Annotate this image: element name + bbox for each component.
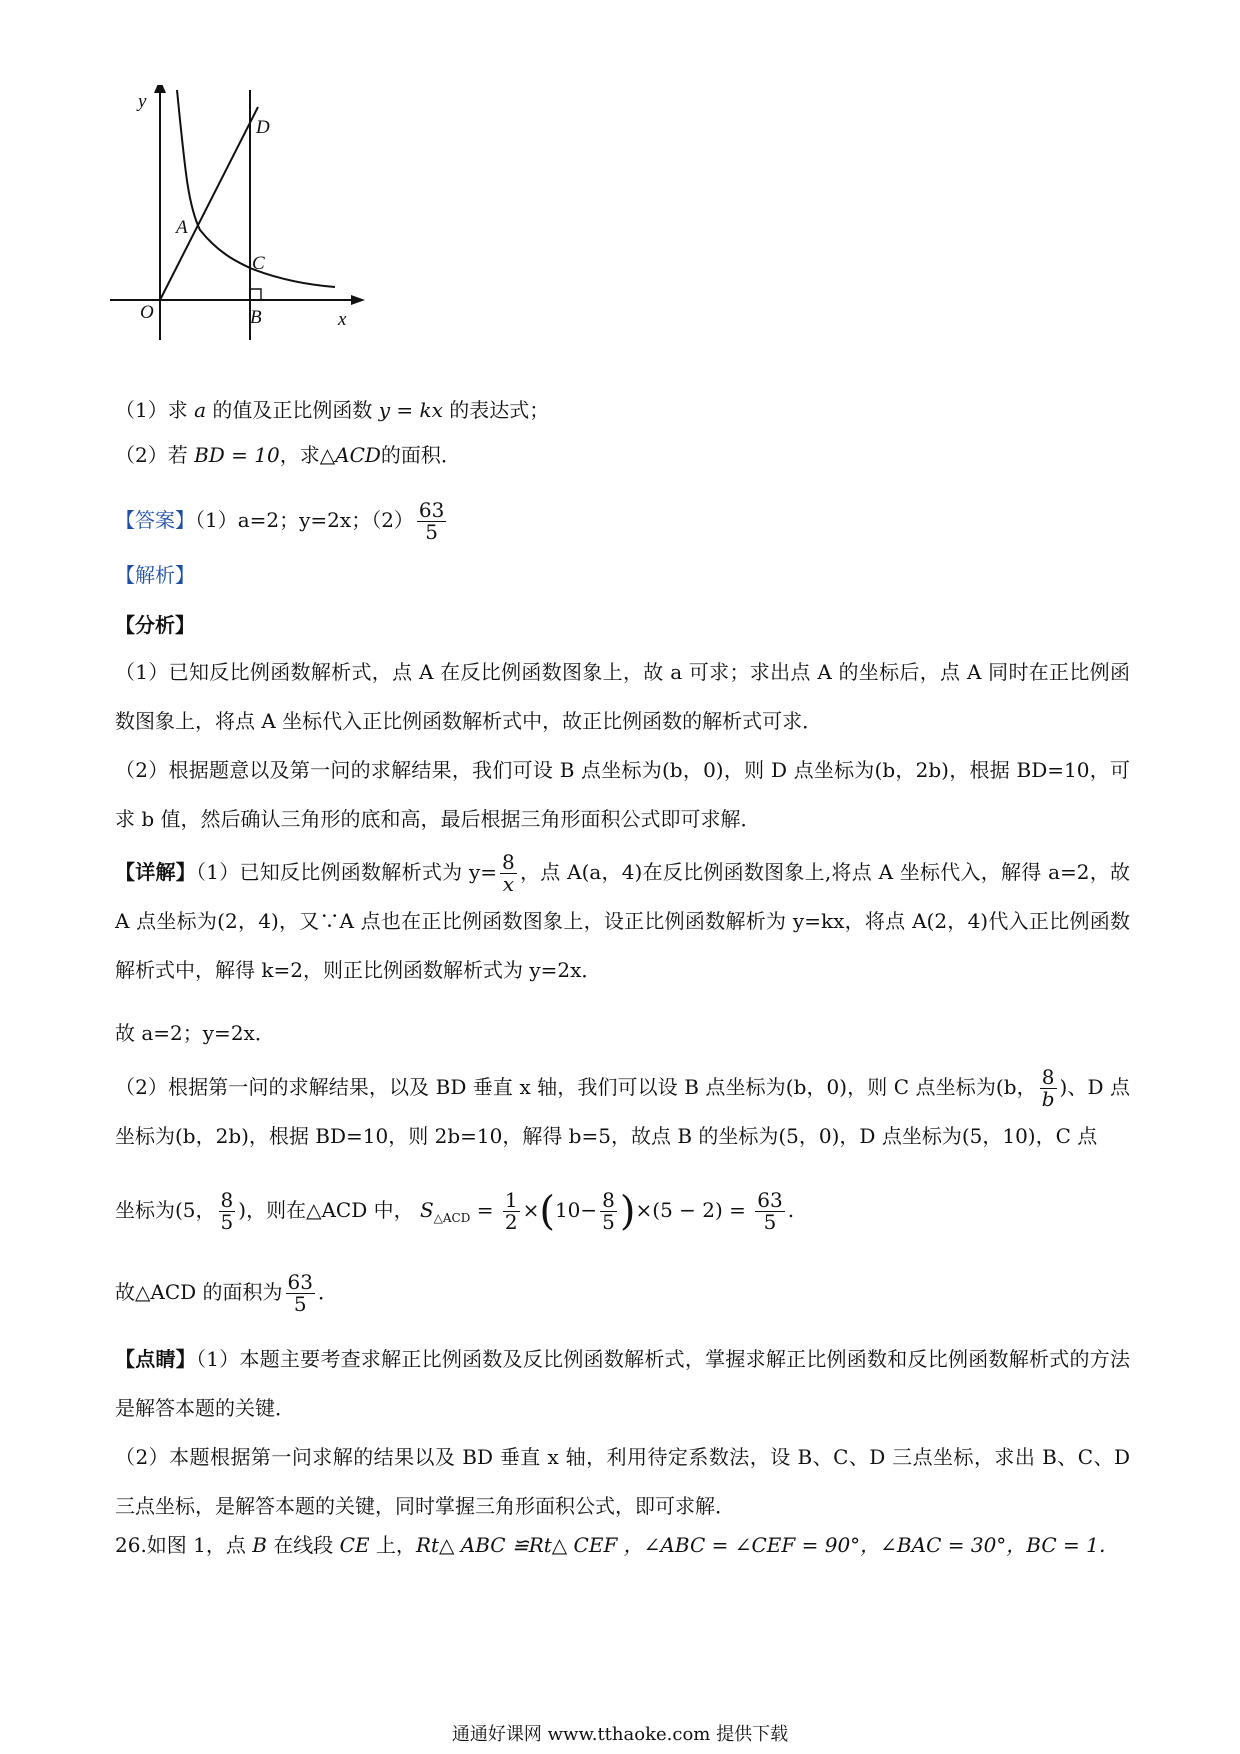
dianjing-p2: （2）本题根据第一问求解的结果以及 BD 垂直 x 轴，利用待定系数法，设 B、C、D 三点坐标，求出 B、C、D 三点坐标，是解答本题的关键，同时掌握三角形面积公式，即可求解． [115, 1445, 1130, 1518]
label-y: y [138, 91, 147, 112]
detail-p1-conclusion: 故 a=2；y=2x． [115, 1021, 275, 1045]
answer-label: 【答案】 [115, 508, 195, 532]
fenxi-p2: （2）根据题意以及第一问的求解结果，我们可设 B 点坐标为(b，0)，则 D 点坐标为(b，2b)，根据 BD=10，可求 b 值，然后确认三角形的底和高，最后根据三角形面积公式即可求解． [115, 758, 1130, 831]
question-1: （1）求 a 的值及正比例函数 y = kx 的表达式； [115, 398, 550, 422]
area-formula: $S_{\triangle ACD}$ = $\frac{1}{2}$ ×(10− $\frac{8}{5}$ )×(5 − 2) = $\frac{63}{5}$ . [419, 1188, 795, 1235]
fenxi-label: 【分析】 [115, 613, 195, 637]
y-axis-arrow [154, 85, 166, 93]
answer-line: 【答案】（1）a=2；y=2x；（2） $\frac{63}{5}$ [115, 498, 445, 544]
label-d: D [256, 117, 270, 138]
question-26: 26.如图 1，点 B 在线段 CE 上，Rt△ ABC ≌Rt△ CEF ，∠ABC = ∠CEF = 90°，∠BAC = 30°，BC = 1． [115, 1533, 1119, 1557]
label-c: C [252, 253, 265, 274]
detail-p1: 【详解】（1）已知反比例函数解析式为 y= $\frac{8}{x}$ ，点 A(a，4)在反比例函数图象上,将点 A 坐标代入，解得 a=2，故 A 点坐标为(2，4)，又∵A 点也在正比例函数图象上，设正比例函数解析为 y=kx，将点 A(2，4)代入正比例函数解析式中，解得 k=2，则正比例函数解析式为 y=2x． [115, 850, 1131, 982]
detail-p2-conclusion: 故△ACD 的面积为 $\frac{63}{5}$ ． [115, 1270, 338, 1316]
footer: 通通好课网 www.tthaoke.com 提供下载 [451, 1724, 789, 1745]
right-angle-mark [250, 289, 261, 300]
x-axis-arrow [351, 295, 365, 305]
analysis-label: 【解析】 [115, 563, 195, 587]
detail-p2-formula-line: 坐标为(5， $\frac{8}{5}$ )，则在△ACD 中， $S_{\triangle ACD}$ = $\frac{1}{2}$ ×(10− $\frac{8}{5}$ )×(5 − 2) = $\frac{63}{5}$ . [115, 1188, 795, 1235]
question-2: （2）若 BD = 10，求△ACD的面积． [115, 443, 461, 467]
line-oa [160, 107, 258, 300]
detail-p2: （2）根据第一问的求解结果，以及 BD 垂直 x 轴，我们可以设 B 点坐标为(b，0)，则 C 点坐标为(b， $\frac{8}{b}$ )、D 点坐标为(b，2b)，根据 BD=10，则 2b=10，解得 b=5，故点 B 的坐标为(5，0)，D 点坐标为(5，10)，C 点 [115, 1065, 1130, 1148]
label-x: x [338, 309, 347, 330]
label-b: B [250, 307, 262, 328]
label-o: O [140, 302, 154, 323]
function-graph [110, 85, 410, 385]
fenxi-p1: （1）已知反比例函数解析式，点 A 在反比例函数图象上，故 a 可求；求出点 A 的坐标后，点 A 同时在正比例函数图象上，将点 A 坐标代入正比例函数解析式中，故正比例函数的解析式可求． [115, 660, 1130, 733]
label-a: A [176, 217, 188, 238]
dianjing-p1: 【点睛】（1）本题主要考查求解正比例函数及反比例函数解析式，掌握求解正比例函数和反比例函数解析式的方法是解答本题的关键． [115, 1347, 1130, 1420]
